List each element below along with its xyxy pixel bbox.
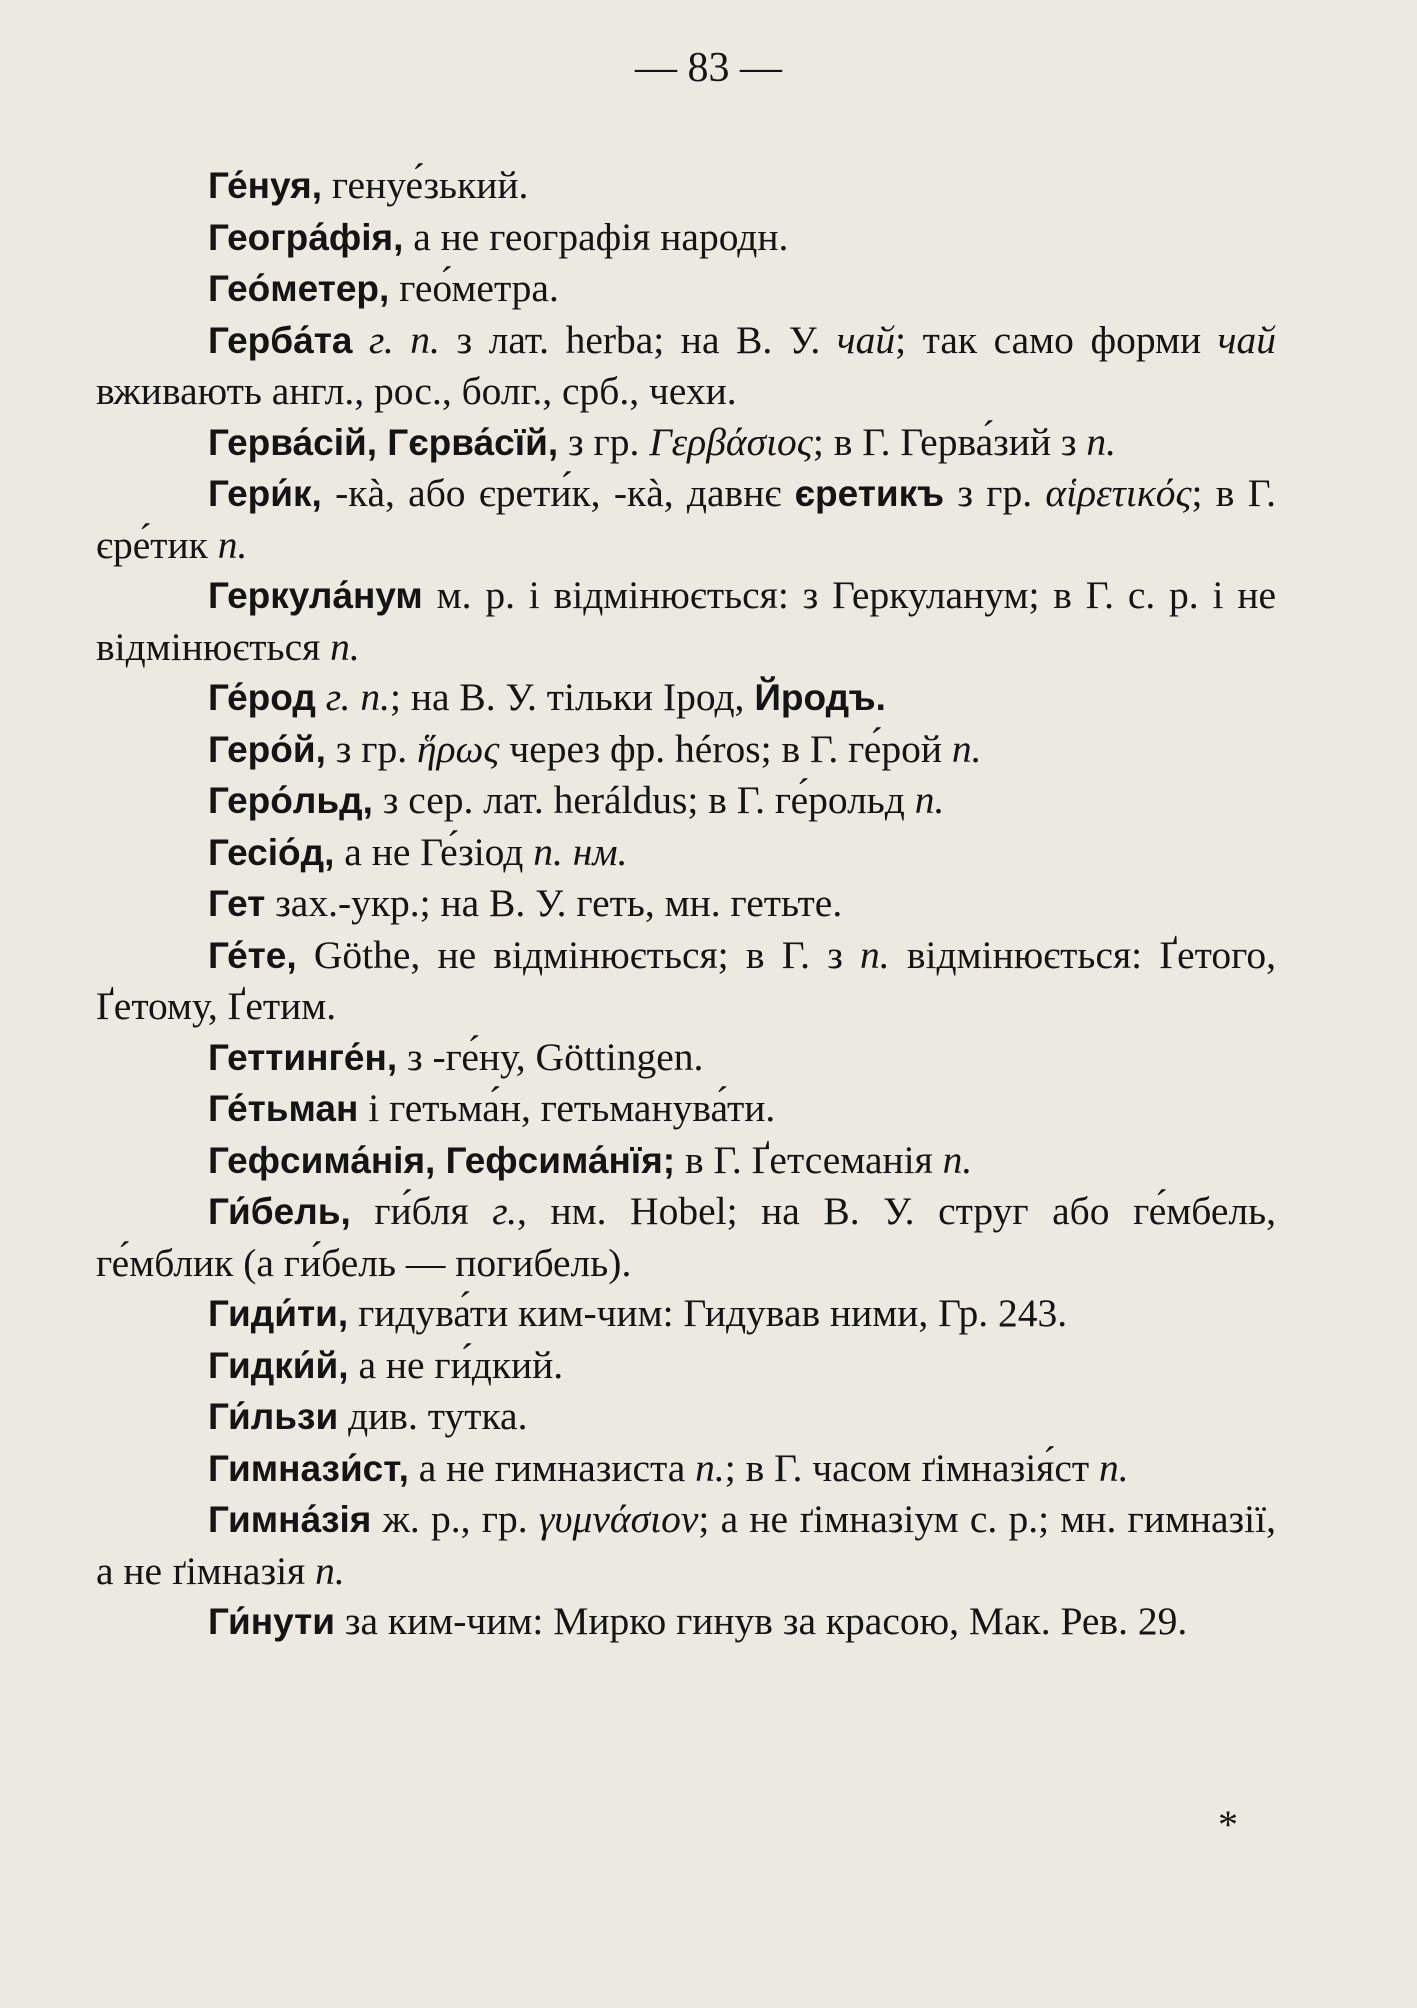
dictionary-entry [96,212,1276,264]
entry-text: в Г. Ґетсеманія [675,1137,943,1182]
entry-text: за ким-чим: Мирко гинув за красою, Мак. Рев. 29. [335,1599,1188,1643]
entry-text: ги́бля [350,1189,493,1233]
dictionary-entry [96,315,1276,417]
entry-text: через фр. héros; в Г. ге́рой [499,726,952,771]
entry-text: з гр. [325,726,417,771]
entry-headword: Герба́та [208,319,353,361]
entry-italic-text: п. [914,778,945,822]
entry-italic-text: г. [492,1189,518,1233]
entry-text: ; в Г. єре́тик [96,471,1276,567]
entry-text: ; в Г. часом ґімназія́ст [724,1445,1100,1490]
entry-text: з гр. [558,419,650,464]
entry-text: м. р. і відмінюється: з Геркуланум; в Г. с. р. і не відмінюється [96,573,1276,669]
dictionary-entry [96,775,1276,827]
entry-italic-text: г. п. [325,675,391,719]
entry-headword: єретикъ [794,473,945,514]
entry-text: а не географія народн. [403,214,789,259]
entry-headword: Гет [208,883,266,924]
entry-text: з -ге́ну, Göttingen. [397,1034,704,1079]
dictionary-entry [96,1288,1276,1340]
entry-headword: Гидки́й, [208,1344,349,1386]
entry-italic-text: п. [330,624,360,669]
entry-text: гео́метра. [389,266,559,310]
dictionary-entry [96,263,1276,315]
dictionary-entry [96,1443,1276,1495]
entry-headword: Герва́сій, Гєрва́сїй, [208,421,559,463]
entry-italic-text: Γερβάσιος [649,419,813,464]
entry-headword: Ге́те, [208,934,297,976]
entry-italic-text: αἱρετικός [1045,471,1192,515]
dictionary-entry [96,930,1276,1032]
entry-text [316,675,326,719]
entry-italic-text: п. [217,522,248,567]
entry-text: відмінюється: Ґетого, Ґетому, Ґетим. [96,932,1276,1028]
dictionary-entry [96,570,1276,672]
entry-text: ; на В. У. тільки Ірод, [390,675,755,719]
entry-text: з лат. herba; на В. У. [439,317,837,362]
dictionary-entry [96,1186,1276,1288]
asterisk-ornament: * [1218,1802,1238,1847]
entry-headword: Гефсима́нія, Гефсима́нїя; [208,1139,676,1181]
entry-headword: Геркула́нум [208,575,423,616]
entry-headword: Гимна́зія [208,1499,372,1540]
entry-text: генуе́зький. [321,163,529,207]
entry-text: , нм. Hobel; на В. У. струг або ге́мбель, ге́мблик (а ги́бель — погибель). [96,1189,1277,1285]
dictionary-entries [96,160,1276,1648]
entry-text: ; в Г. Герва́зий з [812,419,1087,464]
entry-headword: Ге́тьман [208,1088,359,1129]
entry-text: вживають англ., рос., болг., срб., чехи. [96,369,737,413]
entry-text: гидува́ти ким-чим: Гидував ними, Гр. 243. [348,1291,1068,1335]
entry-headword: Ге́нуя, [208,165,322,206]
entry-italic-text: п. [315,1548,345,1593]
dictionary-entry [96,1340,1276,1392]
entry-headword: Геро́й, [208,728,326,770]
entry-headword: Геогра́фія, [208,216,404,258]
dictionary-entry [96,724,1276,776]
entry-italic-text: чай [1217,317,1277,362]
entry-text: а не ги́дкий. [348,1342,564,1387]
dictionary-entry [96,827,1276,879]
entry-headword: Ги́нути [208,1601,336,1642]
entry-headword: Ге́род [208,677,316,718]
entry-text: і гетьма́н, гетьманува́ти. [358,1086,776,1130]
entry-italic-text: п. [951,726,982,771]
entry-text: див. тутка. [338,1394,528,1438]
dictionary-entry [96,672,1276,724]
entry-text: ж. р., гр. [371,1497,539,1541]
dictionary-entry [96,468,1276,570]
entry-headword: Гиди́ти, [208,1293,349,1334]
dictionary-entry [96,878,1276,930]
entry-headword: Гесіо́д, [208,831,335,873]
entry-italic-text: г. п. [368,317,440,362]
dictionary-entry [96,1135,1276,1187]
entry-text: ; так само форми [895,317,1218,362]
entry-italic-text: п. [1099,1445,1129,1490]
page-number: — 83 — [635,45,782,91]
entry-text: з сер. лат. heráldus; в Г. ге́рольд [372,778,915,822]
entry-italic-text: п. нм. [533,829,628,874]
entry-text: а не Ге́зіод [334,829,534,874]
dictionary-entry [96,1083,1276,1135]
entry-headword: Геро́льд, [208,780,373,821]
entry-text: Göthe, не відмінюється; в Г. з [296,932,861,977]
dictionary-entry [96,417,1276,469]
entry-text [352,318,369,362]
entry-italic-text: п. [942,1137,973,1182]
entry-headword: Йродъ. [754,677,886,718]
entry-headword: Ги́бель, [208,1191,351,1232]
entry-italic-text: п. [860,932,890,977]
dictionary-entry [96,1596,1276,1648]
entry-text: зах.-укр.; на В. У. геть, мн. гетьте. [265,881,843,925]
entry-italic-text: п. [695,1445,725,1490]
entry-text: -кà, або єрети́к, -кà, давнє [321,471,795,515]
entry-headword: Гимнази́ст, [208,1447,409,1489]
entry-italic-text: ἥρως [416,726,500,771]
entry-text: а не гимназиста [408,1445,696,1490]
entry-text: ; а не ґімназіум с. р.; мн. гимназії, а не ґімназія [96,1497,1276,1593]
dictionary-entry [96,160,1276,212]
dictionary-entry [96,1494,1276,1596]
entry-headword: Геттинге́н, [208,1036,398,1078]
entry-text: з гр. [944,471,1046,515]
entry-italic-text: п. [1086,419,1116,464]
entry-headword: Гео́метер, [208,268,390,309]
dictionary-entry [96,1391,1276,1443]
entry-italic-text: чай [836,317,896,362]
entry-italic-text: γυμνάσιον [538,1497,699,1541]
dictionary-entry [96,1032,1276,1084]
entry-headword: Ги́льзи [208,1396,339,1437]
entry-headword: Гери́к, [208,473,322,514]
